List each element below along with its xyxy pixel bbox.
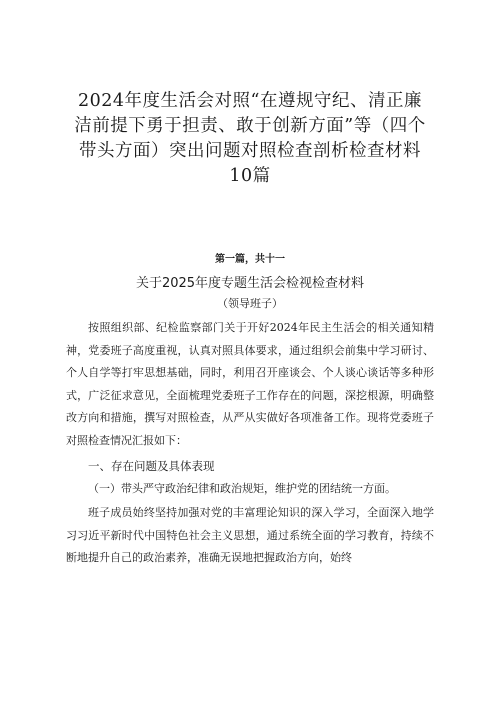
body-paragraph: 班子成员始终坚持加强对党的丰富理论知识的深入学习，全面深入地学习习近平新时代中国特色社会主义思想，通过系统全面的学习教育，持续不断地提升自己的政治素养，准确无误地把握政治方向，始终 [66,506,434,564]
title-line-4: 10篇 [229,166,271,186]
title-line-2: 洁前提下勇于担责、敢于创新方面”等（四个 [74,116,426,136]
subtitle: 关于2025年度专题生活会检视检查材料 [135,276,365,291]
document-title [66,0,434,189]
item-heading: （一）带头严守政治纪律和政治规矩，维护党的团结统一方面。 [88,482,396,495]
intro-paragraph: 按照组织部、纪检监察部门关于开好2024年民主生活会的相关通知精神，党委班子高度重视，认真对照具体要求，通过组织会前集中学习研讨、个人自学等打牢思想基础，同时，利用召开座谈会、个人谈心谈话等多种形式，广泛征求意见，全面梳理党委班子工作存在的问题，深挖根源，明确整改方向和措施，撰写对照检查，从严从实做好各项准备工作。现将党委班子对照检查情况汇报如下： [66,321,434,447]
title-line-1: 2024年度生活会对照“在遵规守纪、清正廉 [78,91,422,111]
title-line-3: 带头方面）突出问题对照检查剖析检查材料 [79,141,421,161]
subtitle-note: （领导班子） [217,297,283,310]
section-heading: 一、存在问题及具体表现 [88,459,215,473]
section-marker: 第一篇，共十一 [215,254,285,265]
